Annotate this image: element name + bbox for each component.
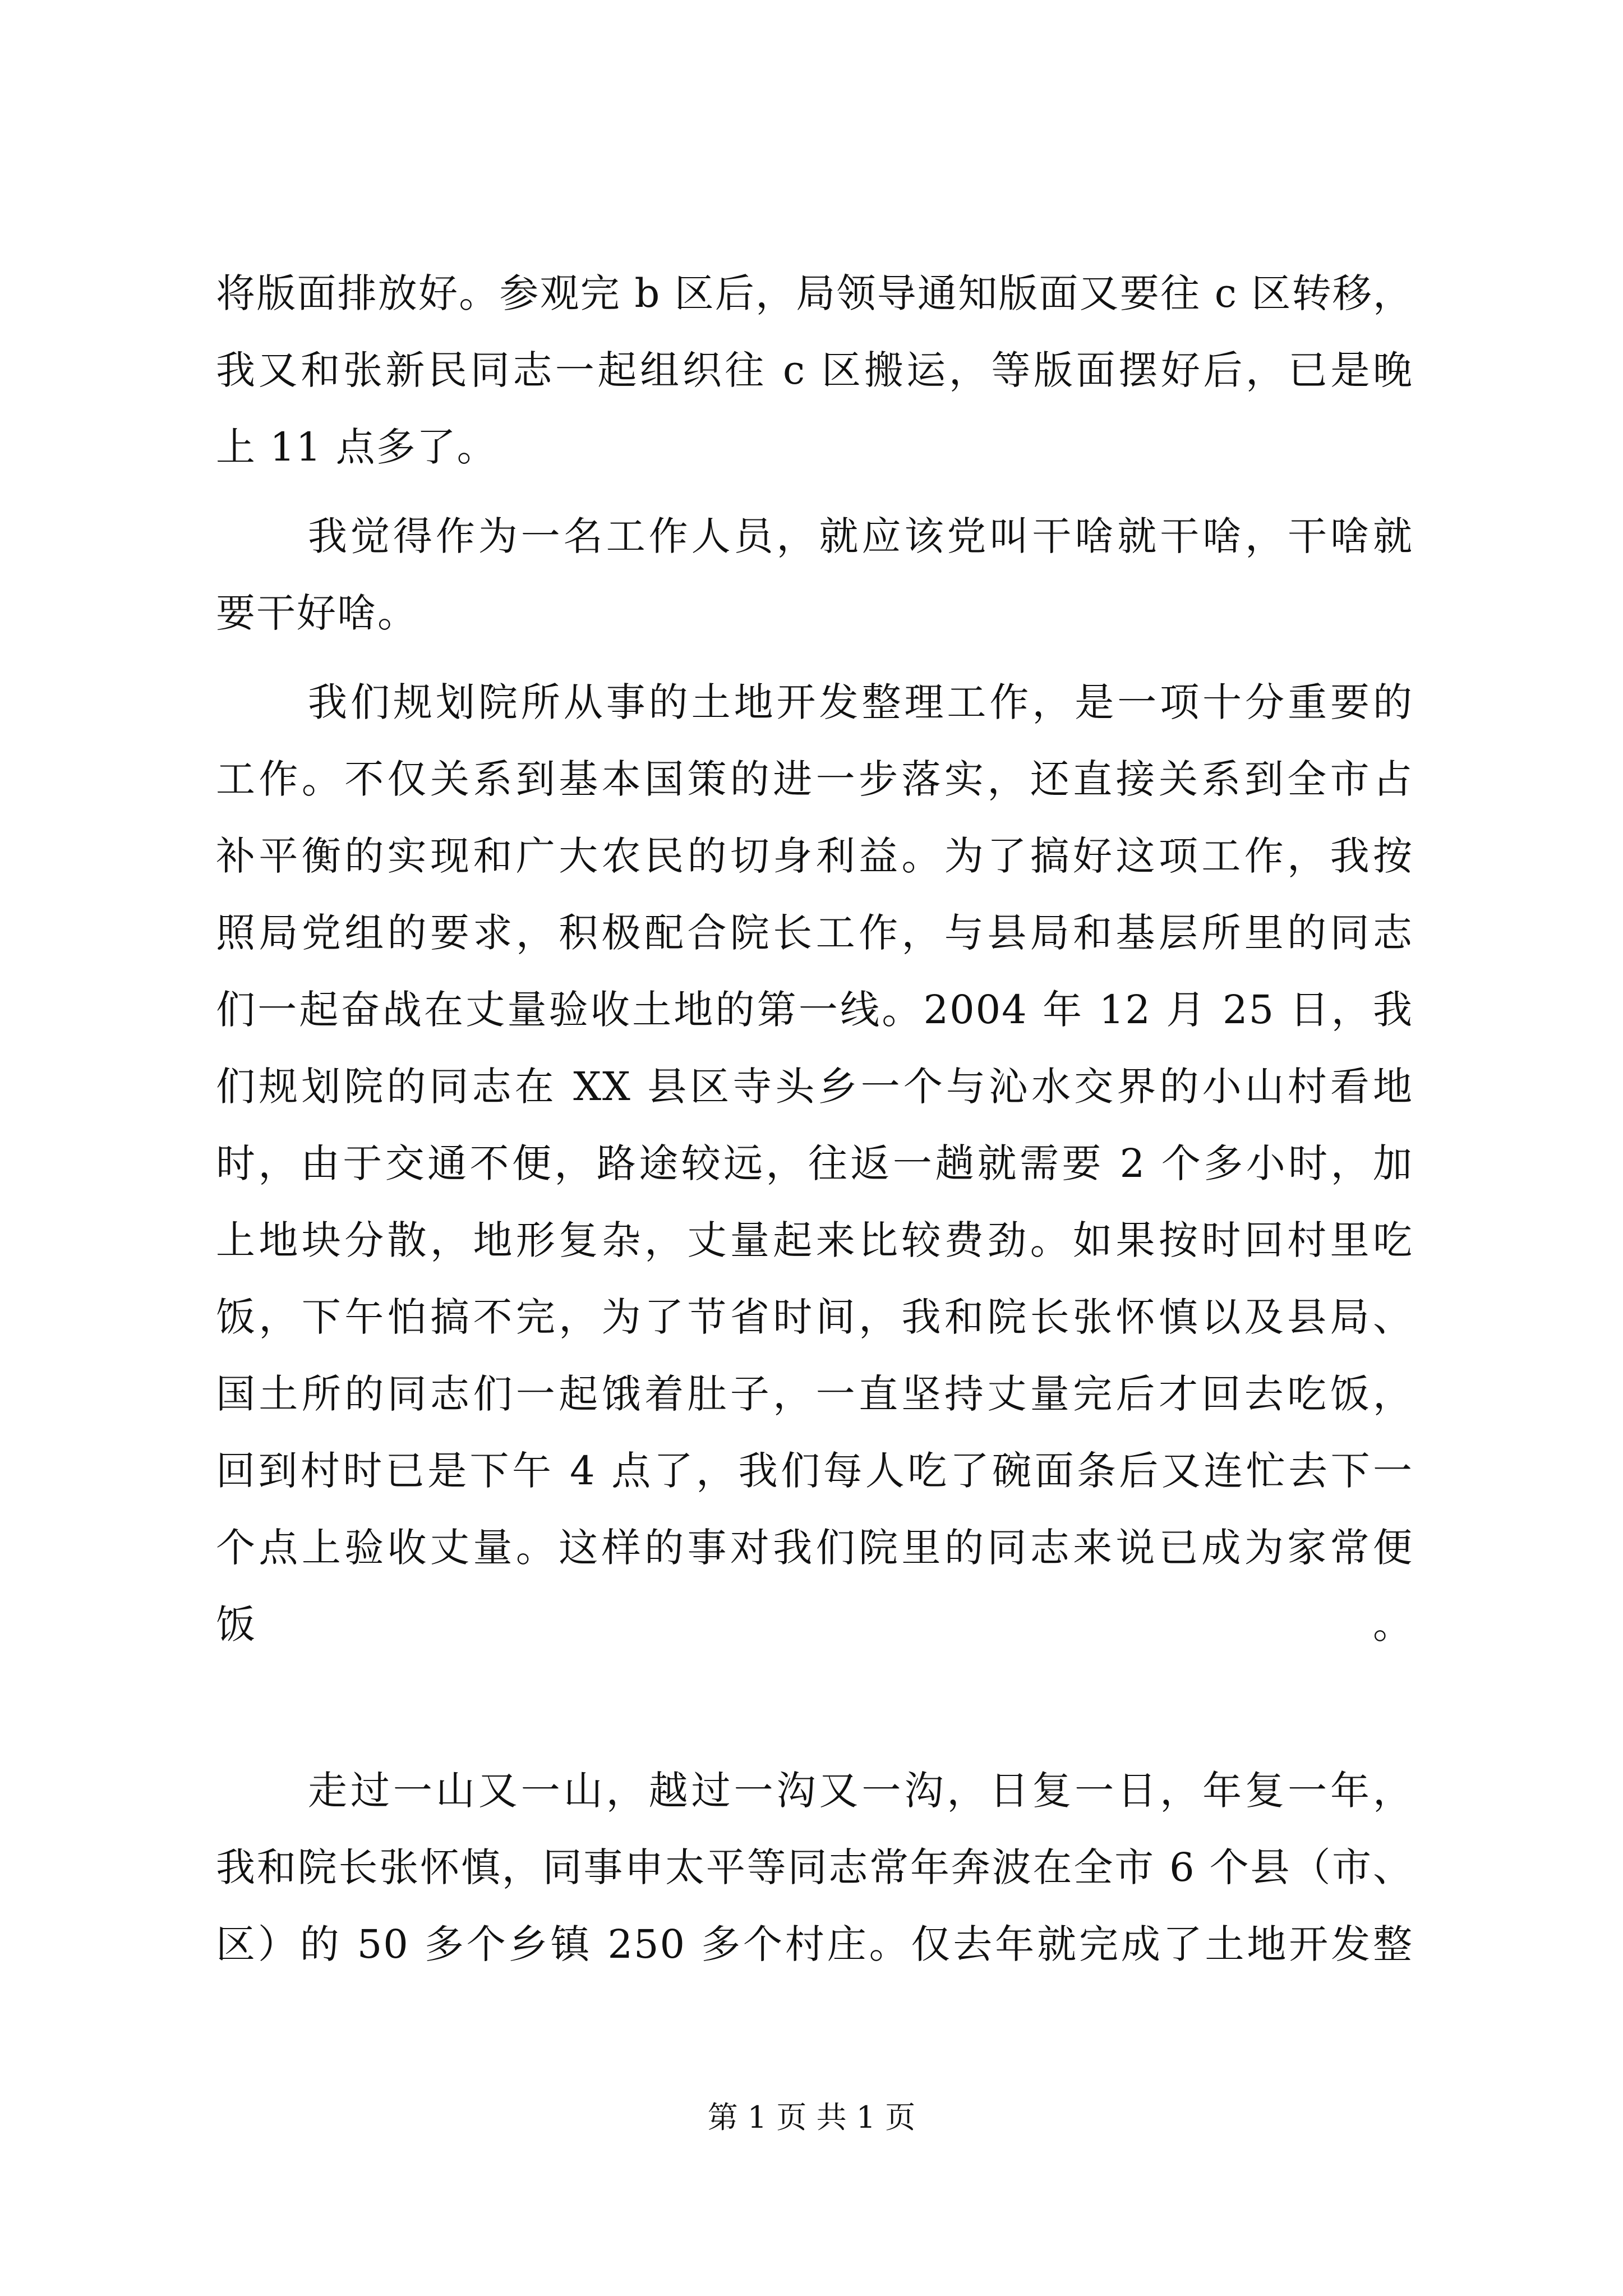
text-line (216, 1663, 1413, 1740)
paragraph-3 (216, 664, 1413, 1740)
text-line: 时，由于交通不便，路途较远，往返一趟就需要 2 个多小时，加 (216, 1140, 1413, 1186)
text-line: 将版面排放好。参观完 b 区后，局领导通知版面又要往 c 区转移， (216, 270, 1413, 316)
text-line: 我觉得作为一名工作人员，就应该党叫干啥就干啥，干啥就 (308, 513, 1413, 559)
text-line: 我和院长张怀慎，同事申太平等同志常年奔波在全市 6 个县（市、 (216, 1844, 1413, 1890)
text-line: 工作。不仅关系到基本国策的进一步落实，还直接关系到全市占 (216, 756, 1413, 802)
text-line: 补平衡的实现和广大农民的切身利益。为了搞好这项工作，我按 (216, 833, 1413, 879)
text-line: 我又和张新民同志一起组织往 c 区搬运，等版面摆好后，已是晚 (216, 347, 1413, 393)
paragraph-1 (216, 255, 1413, 486)
text-line: 们一起奋战在丈量验收土地的第一线。2004 年 12 月 25 日，我 (216, 987, 1413, 1033)
text-line: 上地块分散，地形复杂，丈量起来比较费劲。如果按时回村里吃 (216, 1217, 1413, 1263)
text-line: 上 11 点多了。 (216, 424, 497, 470)
text-line: 个点上验收丈量。这样的事对我们院里的同志来说已成为家常便 (216, 1525, 1413, 1571)
text-line: 回到村时已是下午 4 点了，我们每人吃了碗面条后又连忙去下一 (216, 1448, 1413, 1494)
text-line: 走过一山又一山，越过一沟又一沟，日复一日，年复一年， (308, 1768, 1413, 1814)
text-line: 我们规划院所从事的土地开发整理工作，是一项十分重要的 (308, 679, 1413, 725)
text-line: 饭。 (216, 1602, 1413, 1648)
text-line: 照局党组的要求，积极配合院长工作，与县局和基层所里的同志 (216, 910, 1413, 956)
document-body (216, 255, 1413, 1995)
page-footer: 第 1 页 共 1 页 (707, 2100, 916, 2135)
paragraph-4 (216, 1752, 1413, 1983)
text-line: 要干好啥。 (216, 590, 418, 636)
text-line: 国土所的同志们一起饿着肚子，一直坚持丈量完后才回去吃饭， (216, 1371, 1413, 1417)
text-line: 区）的 50 多个乡镇 250 多个村庄。仅去年就完成了土地开发整 (216, 1921, 1413, 1967)
text-line: 们规划院的同志在 XX 县区寺头乡一个与沁水交界的小山村看地 (216, 1064, 1413, 1110)
paragraph-2 (216, 498, 1413, 652)
text-line: 饭，下午怕搞不完，为了节省时间，我和院长张怀慎以及县局、 (216, 1294, 1413, 1340)
